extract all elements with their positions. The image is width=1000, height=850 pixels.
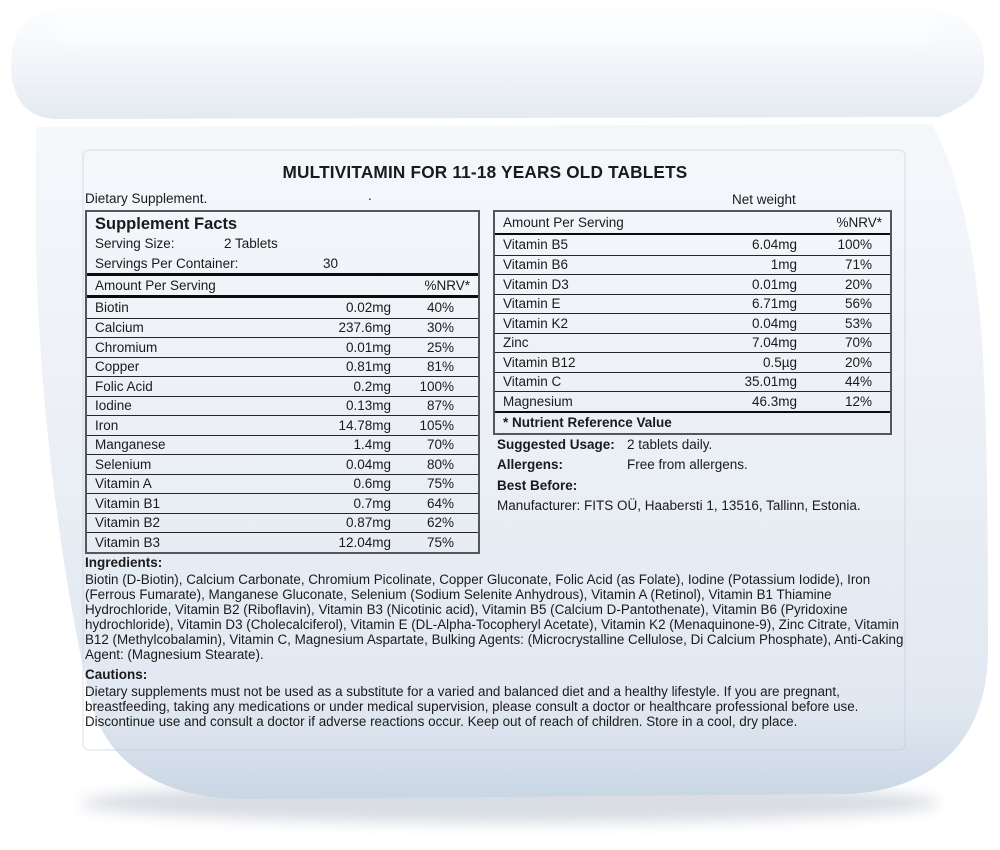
servings-per-container-row — [87, 254, 478, 274]
nutrient-name: Chromium — [95, 339, 158, 355]
nutrient-nrv: 44% — [844, 374, 872, 390]
nutrient-amount: 46.3mg — [751, 393, 797, 409]
cautions-text: Dietary supplements must not be used as a substitute for a varied and balanced diet and a healthy lifestyle. If you are pregnant, breastfeeding, taking any medications or under medical supervision, please consult a doctor or healthcare professional before use. Discontinue use and consult a doctor if adverse reactions occur. Keep out of reach of children. Store in a cool, dry place. — [85, 684, 859, 729]
table-row — [495, 313, 890, 333]
nutrient-nrv: 105% — [419, 417, 454, 433]
table-row — [495, 274, 890, 294]
column-headers — [87, 276, 478, 295]
table-row — [87, 298, 478, 318]
nutrient-name: Vitamin A — [95, 476, 152, 492]
col-nrv: %NRV* — [836, 215, 882, 230]
nutrient-nrv: 75% — [426, 476, 454, 492]
nutrient-amount: 0.04mg — [751, 315, 797, 331]
nutrient-amount: 35.01mg — [744, 374, 797, 390]
nutrient-amount: 0.87mg — [345, 515, 391, 531]
nutrient-name: Calcium — [95, 320, 144, 336]
allergens-row — [497, 455, 897, 475]
serving-size-row — [87, 234, 478, 254]
nutrient-name: Selenium — [95, 456, 152, 472]
suggested-usage-row — [497, 435, 897, 455]
table-row — [87, 318, 478, 338]
table-row — [495, 294, 890, 314]
nutrient-amount: 12.04mg — [338, 534, 391, 550]
nutrient-name: Vitamin B2 — [95, 515, 161, 531]
table-row — [87, 513, 478, 533]
nutrient-nrv: 81% — [426, 359, 454, 375]
nutrient-amount: 0.04mg — [345, 456, 391, 472]
nutrient-name: Biotin — [95, 300, 129, 316]
best-before-label: Best Before: — [497, 477, 578, 493]
nutrient-nrv: 87% — [426, 398, 454, 414]
nutrient-amount: 0.7mg — [353, 495, 391, 511]
table-row — [87, 474, 478, 494]
table-row — [87, 337, 478, 357]
supplement-facts-heading: Supplement Facts — [95, 215, 238, 233]
nutrient-nrv: 20% — [844, 276, 872, 292]
nutrient-nrv: 53% — [844, 315, 872, 331]
nutrient-nrv: 70% — [844, 335, 872, 351]
nutrient-name: Vitamin B12 — [503, 354, 576, 370]
nutrient-nrv: 62% — [426, 515, 454, 531]
manufacturer-row — [497, 496, 897, 516]
ingredients-label: Ingredients: — [85, 555, 163, 570]
nutrient-nrv: 70% — [426, 437, 454, 453]
table-row — [495, 352, 890, 372]
nutrient-nrv: 20% — [844, 354, 872, 370]
nutrient-nrv: 80% — [426, 456, 454, 472]
nutrient-nrv: 12% — [844, 393, 872, 409]
nutrient-nrv: 40% — [426, 300, 454, 316]
servings-value: 30 — [323, 255, 339, 271]
nutrient-name: Manganese — [95, 437, 166, 453]
nutrient-nrv: 64% — [426, 495, 454, 511]
col-amount-per-serving: Amount Per Serving — [95, 278, 216, 293]
nutrient-amount: 14.78mg — [338, 417, 391, 433]
suggested-usage-value: 2 tablets daily. — [627, 437, 713, 452]
col-amount-per-serving: Amount Per Serving — [503, 215, 624, 230]
nutrient-nrv: 25% — [426, 339, 454, 355]
nutrient-nrv: 75% — [426, 534, 454, 550]
manufacturer-text: Manufacturer: FITS OÜ, Haabersti 1, 13516, Tallinn, Estonia. — [497, 498, 861, 514]
nutrient-name: Zinc — [503, 335, 529, 351]
table-row — [495, 235, 890, 255]
best-before-row — [497, 476, 897, 496]
nutrient-name: Vitamin K2 — [503, 315, 569, 331]
usage-block — [497, 435, 897, 517]
nutrient-amount: 0.01mg — [345, 339, 391, 355]
table-row — [87, 376, 478, 396]
dietary-supplement-text: Dietary Supplement. — [85, 191, 208, 206]
nutrient-nrv: 56% — [844, 296, 872, 312]
table-row — [87, 396, 478, 416]
nutrient-amount: 0.5µg — [762, 354, 797, 370]
supplement-facts-table-left — [85, 210, 480, 554]
nutrient-nrv: 71% — [844, 257, 872, 273]
table-row — [87, 532, 478, 552]
nutrient-amount: 6.04mg — [751, 237, 797, 253]
col-nrv: %NRV* — [424, 278, 470, 293]
cautions-label: Cautions: — [85, 667, 148, 682]
column-headers — [495, 212, 890, 233]
nutrient-name: Vitamin C — [503, 374, 562, 390]
servings-label: Servings Per Container: — [95, 255, 239, 271]
suggested-usage-label: Suggested Usage: — [497, 437, 615, 452]
table-row — [495, 391, 890, 411]
nutrient-name: Vitamin B6 — [503, 257, 569, 273]
nrv-footnote: * Nutrient Reference Value — [495, 411, 890, 433]
nutrient-amount: 0.01mg — [751, 276, 797, 292]
table-row — [87, 454, 478, 474]
nutrient-amount: 7.04mg — [751, 335, 797, 351]
nutrient-nrv: 30% — [426, 320, 454, 336]
table-row — [87, 357, 478, 377]
net-weight-text: Net weight — [732, 192, 796, 207]
allergens-value: Free from allergens. — [627, 457, 748, 473]
nutrient-name: Folic Acid — [95, 378, 153, 394]
table-row — [87, 435, 478, 455]
nutrient-amount: 6.71mg — [751, 296, 797, 312]
table-row — [495, 372, 890, 392]
nutrient-name: Vitamin B3 — [95, 534, 161, 550]
nutrient-name: Iodine — [95, 398, 132, 414]
table-row — [87, 415, 478, 435]
table-row — [87, 493, 478, 513]
stray-dot: . — [368, 188, 372, 203]
allergens-label: Allergens: — [497, 457, 564, 473]
serving-size-label: Serving Size: — [95, 236, 175, 251]
nutrient-amount: 237.6mg — [338, 320, 391, 336]
nutrient-amount: 0.6mg — [353, 476, 391, 492]
nutrient-amount: 0.13mg — [345, 398, 391, 414]
nutrient-name: Vitamin D3 — [503, 276, 569, 292]
nutrient-name: Vitamin B5 — [503, 237, 569, 253]
product-title: MULTIVITAMIN FOR 11-18 YEARS OLD TABLETS — [282, 162, 688, 182]
nutrient-amount: 1.4mg — [353, 437, 391, 453]
nutrient-name: Vitamin B1 — [95, 495, 161, 511]
serving-size-value: 2 Tablets — [224, 236, 278, 251]
nutrient-name: Iron — [95, 417, 119, 433]
table-row — [495, 255, 890, 275]
nutrient-amount: 1mg — [770, 257, 797, 273]
nutrient-name: Vitamin E — [503, 296, 561, 312]
nutrient-amount: 0.81mg — [345, 359, 391, 375]
nutrient-nrv: 100% — [419, 378, 454, 394]
nutrient-name: Magnesium — [503, 393, 573, 409]
ingredients-text: Biotin (D-Biotin), Calcium Carbonate, Chromium Picolinate, Copper Gluconate, Folic Acid (as Folate), Iodine (Potassium Iodide), Iron (Ferrous Fumarate), Manganese Gluconate, Selenium (Sodium Selenite Anhydrous), Vitamin A (Retinol), Vitamin B1 Thiamine Hydrochloride, Vitamin B2 (Riboflavin), Vitamin B3 (Nicotinic acid), Vitamin B5 (Calcium D-Pantothenate), Vitamin B6 (Pyridoxine hydrochloride), Vitamin D3 (Cholecalciferol), Vitamin E (DL-Alpha-Tocopheryl Acetate), Vitamin K2 (Menaquinone-9), Zinc Citrate, Vitamin B12 (Methylcobalamin), Vitamin C, Magnesium Aspartate, Bulking Agents: (Microcrystalline Cellulose, Di Calcium Phosphate), Anti-Caking Agent: (Magnesium Stearate). — [85, 572, 904, 662]
nutrient-amount: 0.02mg — [345, 300, 391, 316]
nutrient-name: Copper — [95, 359, 140, 375]
table-row — [495, 333, 890, 353]
supplement-facts-table-right — [493, 210, 892, 435]
nutrient-nrv: 100% — [837, 237, 872, 253]
nutrient-amount: 0.2mg — [353, 378, 391, 394]
